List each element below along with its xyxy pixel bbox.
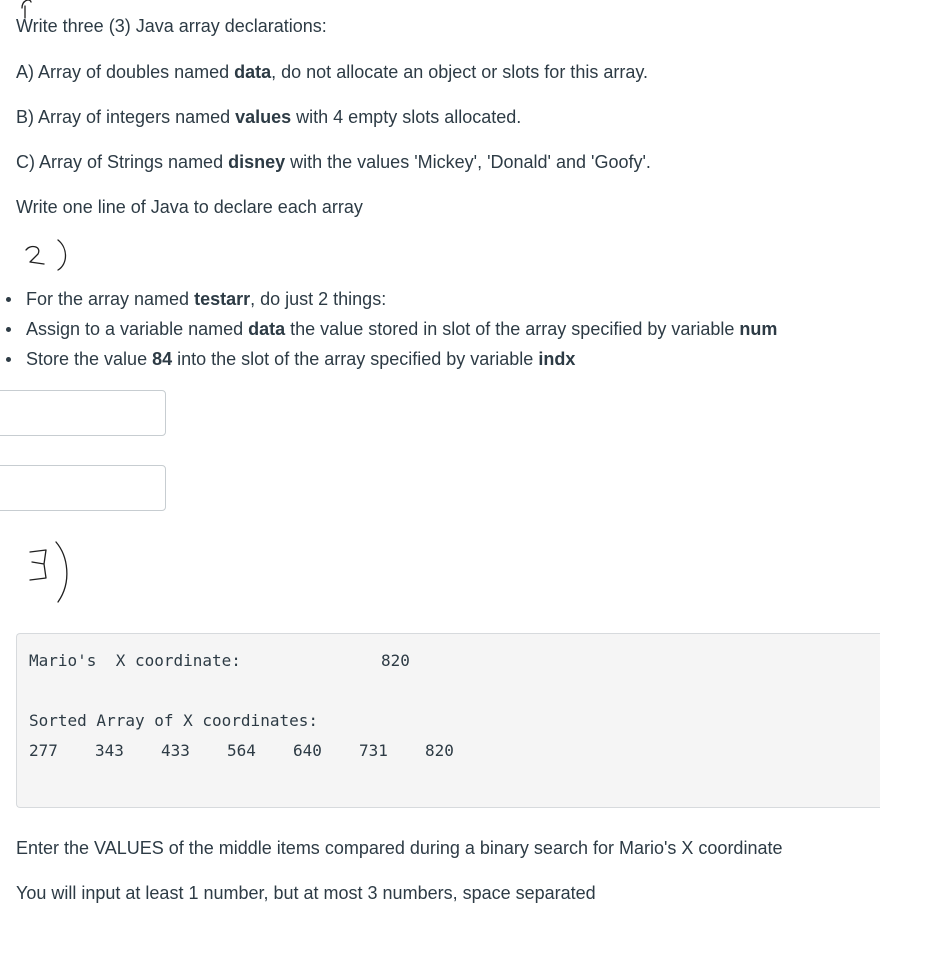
sorted-value: 433 [161, 741, 190, 760]
question2-bullet-list [0, 287, 777, 377]
sorted-value: 731 [359, 741, 388, 760]
question3-instruction-2: You will input at least 1 number, but at most 3 numbers, space separated [16, 883, 596, 903]
mario-x-label: Mario's X coordinate: [29, 651, 241, 670]
bold-term: data [248, 319, 286, 339]
sorted-array-label: Sorted Array of X coordinates: [29, 711, 318, 730]
bullet-dot-icon [6, 297, 11, 302]
question1-part-b: B) Array of integers named values with 4 empty slots allocated. [16, 107, 522, 127]
bullet-dot-icon [6, 327, 11, 332]
bold-term: testarr [194, 289, 251, 309]
handwritten-2-mark-icon [18, 236, 74, 274]
bold-term: values [235, 107, 292, 127]
code-block [16, 633, 880, 808]
question3-instruction-1: Enter the VALUES of the middle items compared during a binary search for Mario's X coordinate [16, 838, 783, 858]
question1-heading: Write three (3) Java array declarations: [16, 16, 327, 36]
sorted-value: 564 [227, 741, 256, 760]
bold-term: indx [538, 349, 576, 369]
sorted-value: 640 [293, 741, 322, 760]
bold-term: num [739, 319, 778, 339]
question1-part-c: C) Array of Strings named disney with the values 'Mickey', 'Donald' and 'Goofy'. [16, 152, 651, 172]
mario-x-value: 820 [381, 651, 410, 670]
list-item: For the array named testarr, do just 2 things: [0, 287, 777, 317]
answer-input-1[interactable] [0, 390, 166, 436]
sorted-value: 820 [425, 741, 454, 760]
list-item: Store the value 84 into the slot of the array specified by variable indx [0, 347, 777, 377]
answer-input-2[interactable] [0, 465, 166, 511]
bold-term: disney [228, 152, 286, 172]
bold-term: data [234, 62, 272, 82]
bold-term: 84 [152, 349, 173, 369]
handwritten-3-mark-icon [24, 538, 80, 608]
bullet-dot-icon [6, 357, 11, 362]
list-item: Assign to a variable named data the value stored in slot of the array specified by variable num [0, 317, 777, 347]
sorted-value: 343 [95, 741, 124, 760]
sorted-value: 277 [29, 741, 58, 760]
question1-instruction: Write one line of Java to declare each array [16, 197, 363, 217]
question1-part-a: A) Array of doubles named data, do not allocate an object or slots for this array. [16, 62, 648, 82]
